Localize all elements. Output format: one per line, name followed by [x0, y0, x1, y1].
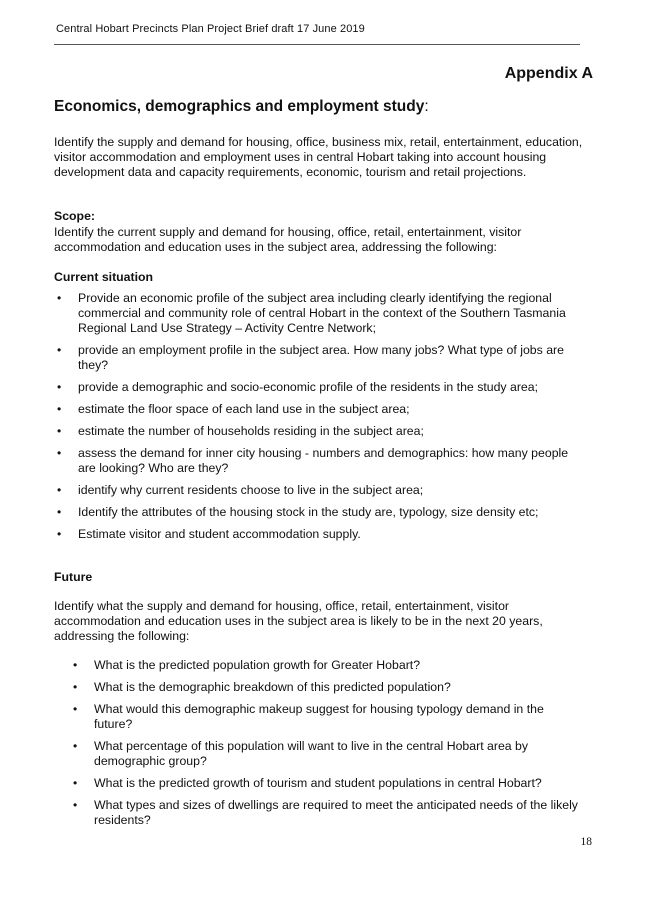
bullet-icon: •: [73, 658, 78, 672]
bullet-icon: •: [57, 527, 62, 541]
list-item-text: Provide an economic profile of the subject area including clearly identifying the regional commercial and community role of central Hobart in the context of the Southern Tasmania Regional Land Use Strategy – Activity Centre Network;: [78, 291, 566, 335]
list-item-text: identify why current residents choose to live in the subject area;: [78, 483, 424, 497]
bullet-icon: •: [73, 702, 78, 716]
list-item: [54, 380, 589, 395]
list-item: [54, 505, 589, 520]
list-item: [54, 343, 589, 373]
future-list: [70, 658, 580, 835]
list-item-text: What types and sizes of dwellings are required to meet the anticipated needs of the likely residents?: [94, 798, 578, 827]
header-divider: [54, 44, 580, 45]
list-item-text: What is the demographic breakdown of this predicted population?: [94, 680, 451, 694]
list-item-text: What would this demographic makeup suggest for housing typology demand in the future?: [94, 702, 544, 731]
scope-paragraph: Identify the current supply and demand for housing, office, retail, entertainment, visitor accommodation and education uses in the subject area, addressing the following:: [54, 225, 522, 254]
bullet-icon: •: [57, 380, 62, 394]
bullet-icon: •: [57, 402, 62, 416]
list-item: [70, 776, 580, 791]
future-heading: Future: [54, 570, 93, 584]
list-item: [70, 680, 580, 695]
list-item-text: estimate the floor space of each land use in the subject area;: [78, 402, 410, 416]
section-title: [54, 98, 429, 116]
list-item-text: assess the demand for inner city housing - numbers and demographics: how many people are looking? Who are they?: [78, 446, 569, 475]
scope-heading: Scope:: [54, 209, 95, 223]
list-item-text: provide a demographic and socio-economic profile of the residents in the study area;: [78, 380, 539, 394]
bullet-icon: •: [73, 776, 78, 790]
bullet-icon: •: [57, 446, 62, 460]
list-item-text: estimate the number of households residing in the subject area;: [78, 424, 424, 438]
section-title-text: Economics, demographics and employment study: [54, 98, 425, 115]
section-title-colon: :: [424, 98, 429, 115]
bullet-icon: •: [57, 343, 62, 357]
running-header: Central Hobart Precincts Plan Project Brief draft 17 June 2019: [56, 23, 365, 35]
list-item-text: What percentage of this population will want to live in the central Hobart area by demographic group?: [94, 739, 529, 768]
list-item-text: Identify the attributes of the housing stock in the study are, typology, size density etc;: [78, 505, 539, 519]
appendix-label: Appendix A: [504, 65, 593, 82]
list-item: [70, 658, 580, 673]
list-item: [54, 483, 589, 498]
list-item-text: What is the predicted growth of tourism and student populations in central Hobart?: [94, 776, 542, 790]
list-item: [54, 402, 589, 417]
future-paragraph: Identify what the supply and demand for housing, office, retail, entertainment, visitor accommodation and education uses in the subject area is likely to be in the next 20 years, addressing the following:: [54, 599, 543, 643]
list-item: [54, 446, 589, 476]
bullet-icon: •: [57, 505, 62, 519]
current-situation-list: [54, 291, 589, 549]
list-item-text: What is the predicted population growth for Greater Hobart?: [94, 658, 421, 672]
list-item: [54, 291, 589, 336]
list-item-text: provide an employment profile in the subject area. How many jobs? What type of jobs are they?: [78, 343, 564, 372]
bullet-icon: •: [73, 739, 78, 753]
list-item: [54, 527, 589, 542]
list-item-text: Estimate visitor and student accommodation supply.: [78, 527, 361, 541]
list-item: [70, 798, 580, 828]
bullet-icon: •: [57, 291, 62, 305]
page-number: 18: [580, 836, 592, 848]
bullet-icon: •: [73, 680, 78, 694]
list-item: [54, 424, 589, 439]
bullet-icon: •: [57, 483, 62, 497]
list-item: [70, 739, 580, 769]
intro-paragraph: Identify the supply and demand for housing, office, business mix, retail, entertainment, education, visitor accommodation and employment uses in central Hobart taking into account housing development data and capacity requirements, economic, tourism and retail projections.: [54, 135, 583, 179]
bullet-icon: •: [73, 798, 78, 812]
current-situation-heading: Current situation: [54, 270, 154, 284]
bullet-icon: •: [57, 424, 62, 438]
list-item: [70, 702, 580, 732]
